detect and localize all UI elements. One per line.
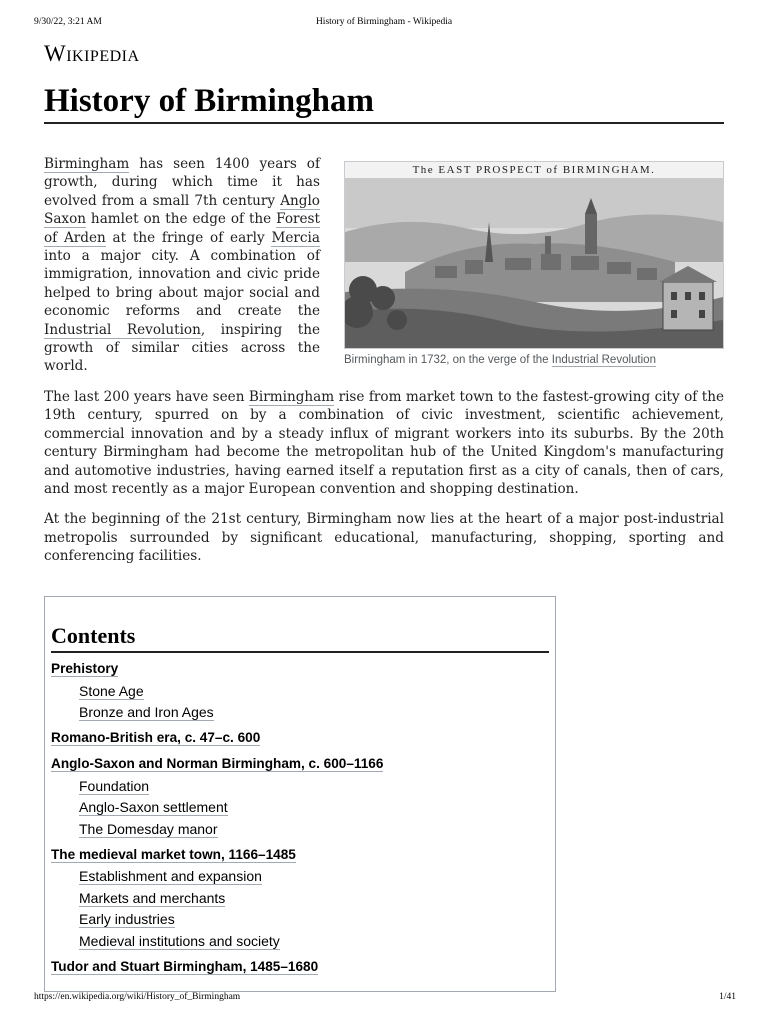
toc-item[interactable]: [51, 776, 549, 796]
paragraph-text: The last 200 years have seen: [44, 388, 249, 405]
toc-list: [51, 659, 549, 977]
toc-item-label[interactable]: Anglo-Saxon settlement: [79, 799, 228, 815]
toc-item-label[interactable]: Stone Age: [79, 682, 144, 699]
intro-paragraph-3: [44, 510, 724, 565]
toc-item-label[interactable]: Early industries: [79, 911, 175, 927]
print-doc-title: History of Birmingham - Wikipedia: [315, 17, 453, 27]
paragraph-text: At the beginning of the 21st century, Birmingham now lies at the heart of a major post-industrial metropolis surrounded by significant educational, manufacturing, shopping, sporting and conferencing facilities.: [44, 511, 724, 565]
toc-item[interactable]: [51, 888, 549, 908]
toc-title: Contents: [51, 623, 549, 653]
article-link[interactable]: Mercia: [271, 229, 320, 246]
toc-item[interactable]: [51, 957, 549, 977]
lead-figure: [344, 161, 724, 368]
toc-item[interactable]: [51, 659, 549, 679]
print-url: https://en.wikipedia.org/wiki/History_of_Birmingham: [34, 992, 241, 1002]
toc-item[interactable]: [51, 866, 549, 886]
paragraph-text: into a major city. A combination of immigration, innovation and civic pride helped to bring about major social and economic reforms and create the: [44, 248, 320, 320]
toc-item[interactable]: [51, 845, 549, 865]
article-link[interactable]: Industrial Revolution: [44, 321, 201, 338]
article-link[interactable]: Birmingham: [248, 388, 335, 405]
paragraph-text: hamlet on the edge of the: [86, 211, 277, 228]
toc-item[interactable]: [51, 797, 549, 817]
toc-item-label[interactable]: Medieval institutions and society: [79, 932, 280, 949]
toc-item-label[interactable]: Anglo-Saxon and Norman Birmingham, c. 600–1166: [51, 756, 384, 771]
toc-item-label[interactable]: Bronze and Iron Ages: [79, 704, 214, 720]
toc-item-label[interactable]: Foundation: [79, 777, 150, 794]
intro-paragraph-2: [44, 388, 724, 498]
toc-item[interactable]: [51, 909, 549, 929]
article-link[interactable]: Birmingham: [44, 156, 130, 172]
toc-item-label[interactable]: Tudor and Stuart Birmingham, 1485–1680: [51, 958, 319, 974]
engraving-illustration: [345, 162, 723, 348]
engraving-title: The EAST PROSPECT of BIRMINGHAM.: [412, 164, 656, 176]
paragraph-text: , inspiring the growth of similar cities across the world.: [44, 321, 320, 375]
toc-item-label[interactable]: The medieval market town, 1166–1485: [51, 846, 296, 862]
engraving-image[interactable]: [344, 161, 724, 349]
toc-item[interactable]: [51, 681, 549, 701]
toc-item[interactable]: [51, 931, 549, 951]
article-link[interactable]: Anglo Saxon: [44, 192, 320, 228]
toc-item-label[interactable]: Romano-British era, c. 47–c. 600: [51, 730, 261, 745]
page-title: History of Birmingham: [44, 80, 724, 124]
print-footer: [0, 992, 768, 1006]
print-page-number: 1/41: [719, 992, 736, 1002]
toc-item-label[interactable]: Prehistory: [51, 661, 119, 676]
paragraph-text: has seen 1400 years of growth, during which time it has evolved from a small 7th century: [44, 156, 320, 209]
table-of-contents: [44, 596, 556, 992]
toc-item[interactable]: [51, 754, 549, 774]
figure-caption-text: Birmingham in 1732, on the verge of the: [344, 354, 552, 366]
paragraph-text: at the fringe of early: [105, 229, 272, 246]
industrial-revolution-link[interactable]: Industrial Revolution: [551, 354, 656, 366]
toc-item[interactable]: [51, 819, 549, 839]
print-header: [0, 17, 768, 31]
wikipedia-wordmark[interactable]: Wikipedia: [44, 41, 140, 66]
figure-caption: [344, 352, 724, 368]
toc-item-label[interactable]: The Domesday manor: [79, 820, 218, 837]
toc-item-label[interactable]: Markets and merchants: [79, 889, 226, 906]
print-datetime: 9/30/22, 3:21 AM: [34, 17, 102, 27]
toc-item[interactable]: [51, 728, 549, 748]
paragraph-text: rise from market town to the fastest-growing city of the 19th century, spurred on by a combination of civic investment, scientific achievement, commercial innovation and by a steady influx of migrant workers into its suburbs. By the 20th century Birmingham had become the metropolitan hub of the United Kingdom's manufacturing and automotive industries, having earned itself a reputation first as a city of canals, then of cars, and most recently as a major European convention and shopping destination.: [44, 388, 724, 497]
toc-item-label[interactable]: Establishment and expansion: [79, 868, 262, 884]
toc-item[interactable]: [51, 702, 549, 722]
article-body: [44, 155, 724, 578]
article-link[interactable]: Forest of Arden: [44, 211, 320, 246]
